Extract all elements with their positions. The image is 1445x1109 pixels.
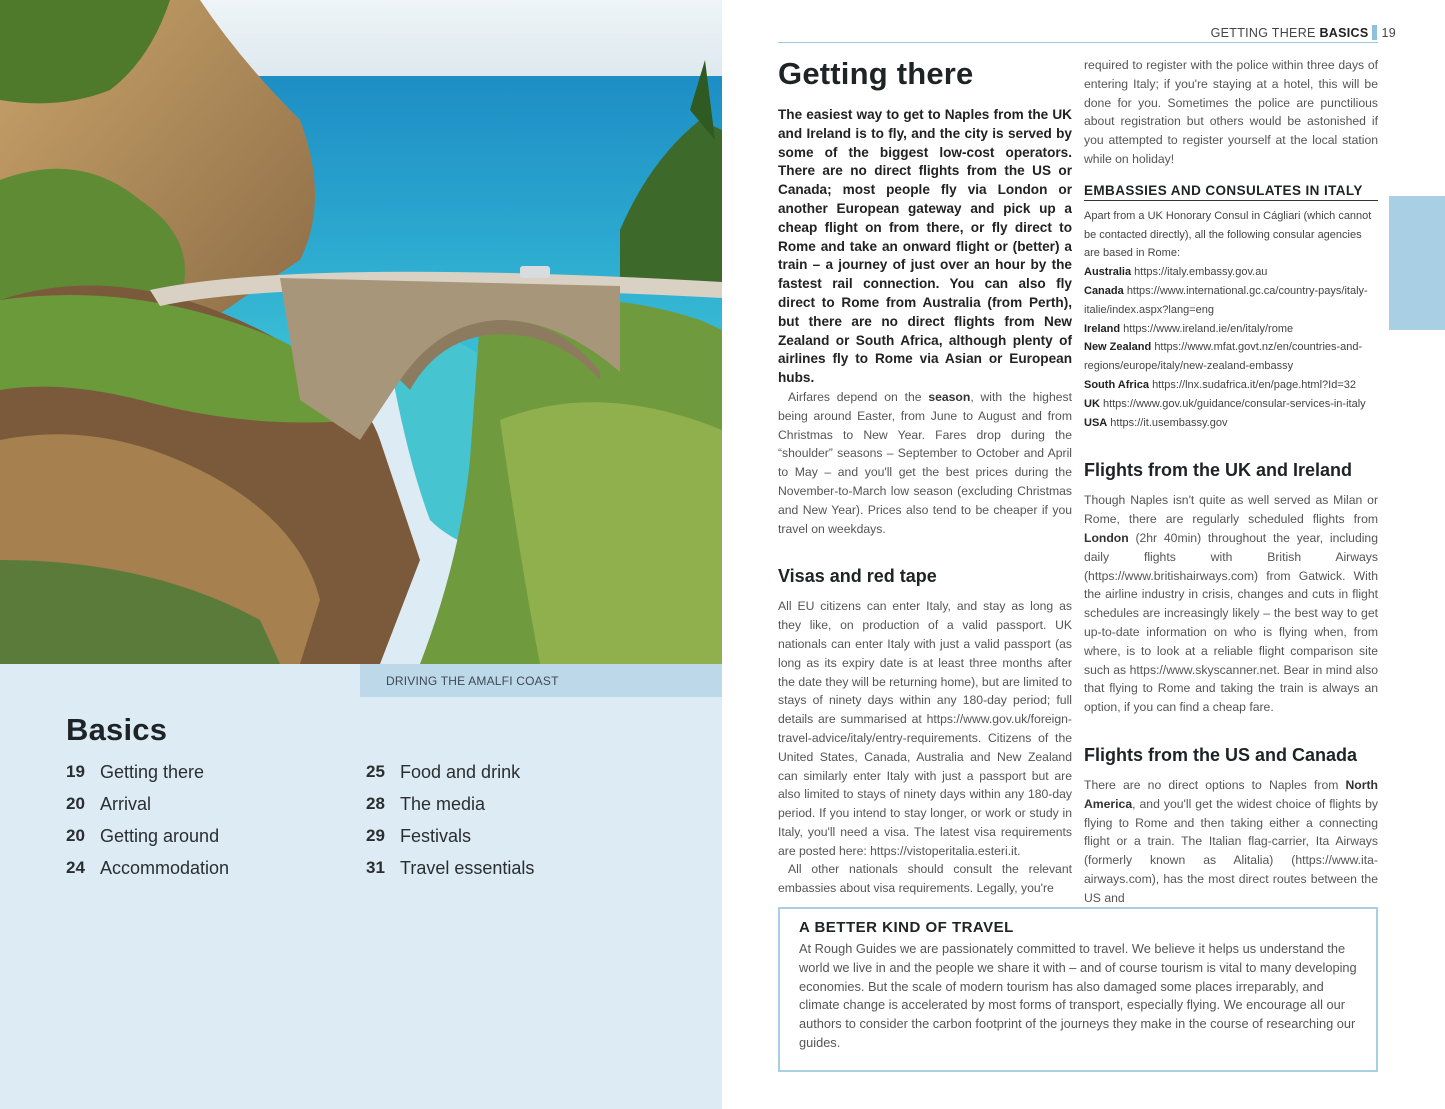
us-flights-keyword: North America bbox=[1084, 777, 1378, 811]
contents-column-2 bbox=[366, 756, 534, 884]
toc-page-number: 29 bbox=[366, 826, 385, 845]
us-flights-text-rest: , and you'll get the widest choice of flights by flying to Rome and then taking either a connecting flight or a train. The Italian flag-carrier, Ita Airways (formerly known as Alitalia) (https://www.ita-airways.com), has the most direct routes between the US and bbox=[1084, 796, 1378, 905]
lede-paragraph: The easiest way to get to Naples from the UK and Ireland is to fly, and the city is served by some of the biggest low-cost operators. There are no direct flights from the US or Canada; most people fly via London or another European gateway and pick up a cheap flight on from there, or fly direct to Rome and take an onward flight or (better) a train – a journey of just over an hour by the fastest rail connection. You can also fly direct to Rome from Australia (from Perth), but there are no direct flights from New Zealand or South Africa, although plenty of airlines fly to Rome via Asian or European hubs. bbox=[778, 107, 1072, 386]
embassy-entry[interactable] bbox=[1084, 376, 1378, 395]
section-thumb-tab bbox=[1389, 196, 1445, 330]
us-flights-paragraph bbox=[1084, 776, 1378, 908]
photo-caption: DRIVING THE AMALFI COAST bbox=[360, 664, 722, 697]
text-column-1 bbox=[778, 56, 1072, 898]
us-flights-heading: Flights from the US and Canada bbox=[1084, 744, 1358, 765]
embassy-url[interactable]: https://www.mfat.govt.nz/en/countries-and-regions/europe/italy/new-zealand-embassy bbox=[1084, 341, 1363, 373]
uk-flights-keyword: London bbox=[1084, 530, 1129, 545]
registration-paragraph: required to register with the police within three days of entering Italy; if you're staying at a hotel, this will be done for you. Sometimes the police are punctilious about registration but others would be astonished if you attempted to register yourself at the local station while on holiday! bbox=[1084, 58, 1378, 166]
embassy-country: South Africa bbox=[1084, 378, 1149, 391]
toc-label: Accommodation bbox=[100, 857, 230, 878]
embassy-country: Ireland bbox=[1084, 322, 1121, 335]
embassy-country: Canada bbox=[1084, 284, 1124, 297]
embassy-entry[interactable] bbox=[1084, 338, 1378, 376]
callout-title: A BETTER KIND OF TRAVEL bbox=[799, 919, 1014, 936]
right-page bbox=[722, 0, 1445, 1109]
embassy-entry[interactable] bbox=[1084, 414, 1378, 433]
toc-page-number: 20 bbox=[66, 826, 85, 845]
toc-label: Arrival bbox=[100, 793, 152, 814]
airfares-paragraph bbox=[778, 388, 1072, 538]
toc-page-number: 25 bbox=[366, 762, 385, 781]
toc-page-number: 31 bbox=[366, 858, 385, 877]
embassies-intro: Apart from a UK Honorary Consul in Cágliari (which cannot be contacted directly), all the following consular agencies are based in Rome: bbox=[1084, 209, 1372, 260]
toc-page-number: 19 bbox=[66, 762, 85, 781]
embassy-url[interactable]: https://lnx.sudafrica.it/en/page.html?Id=32 bbox=[1152, 378, 1356, 391]
embassy-entry[interactable] bbox=[1084, 395, 1378, 414]
toc-label: Getting around bbox=[100, 825, 220, 846]
embassies-heading: EMBASSIES AND CONSULATES IN ITALY bbox=[1084, 183, 1378, 201]
toc-label: Getting there bbox=[100, 761, 205, 782]
running-head-bar bbox=[1372, 25, 1377, 40]
toc-page-number: 20 bbox=[66, 794, 85, 813]
running-head-section: GETTING THERE bbox=[1210, 26, 1316, 40]
contents-title: Basics bbox=[66, 712, 168, 747]
uk-flights-text-rest: (2hr 40min) throughout the year, including daily flights with British Airways (https://www.britishairways.com) from Gatwick. With the airline industry in crisis, changes and cuts in flight schedules are increasingly likely – the best way to get up-to-date information on who is flying when, from where, is to look at a reliable flight comparison site such as https://www.skyscanner.net. Bear in mind also that flying to Rome and taking the train is always an option, if you can find a cheap fare. bbox=[1084, 530, 1378, 715]
embassy-entry[interactable] bbox=[1084, 320, 1378, 339]
visas-paragraph-2: All other nationals should consult the relevant embassies about visa requirements. Legally, you're bbox=[778, 862, 1072, 896]
toc-label: Food and drink bbox=[400, 761, 521, 782]
airfares-text: Airfares depend on the bbox=[788, 389, 929, 404]
airfares-keyword: season bbox=[928, 389, 971, 404]
toc-label: The media bbox=[400, 793, 486, 814]
toc-label: Festivals bbox=[400, 825, 472, 846]
page-number: 19 bbox=[1381, 26, 1396, 40]
us-flights-text: There are no direct options to Naples from bbox=[1084, 777, 1346, 792]
toc-label: Travel essentials bbox=[400, 857, 535, 878]
embassy-url[interactable]: https://www.international.gc.ca/country-pays/italy-italie/index.aspx?lang=eng bbox=[1084, 284, 1368, 316]
toc-item[interactable] bbox=[66, 788, 229, 820]
callout-body: At Rough Guides we are passionately committed to travel. We believe it helps us understand the world we live in and the people we share it with – and of course tourism is vital to many developing economies. But the scale of modern tourism has also damaged some places irreparably, and climate change is accelerated by most forms of transport, especially flying. We encourage all our authors to consider the carbon footprint of the journeys they make in the course of researching our guides. bbox=[799, 941, 1357, 1050]
uk-flights-text: Though Naples isn't quite as well served as Milan or Rome, there are regularly scheduled flights from bbox=[1084, 493, 1378, 527]
running-head-part: BASICS bbox=[1319, 26, 1369, 40]
visas-heading: Visas and red tape bbox=[778, 566, 937, 587]
amalfi-coast-photo bbox=[0, 0, 722, 664]
embassy-country: Australia bbox=[1084, 266, 1132, 279]
embassy-url[interactable]: https://italy.embassy.gov.au bbox=[1134, 266, 1268, 279]
toc-page-number: 24 bbox=[66, 858, 85, 877]
embassy-country: New Zealand bbox=[1084, 341, 1152, 354]
toc-item[interactable] bbox=[366, 756, 534, 788]
embassy-url[interactable]: https://it.usembassy.gov bbox=[1110, 416, 1228, 429]
embassy-list bbox=[1084, 263, 1378, 432]
toc-item[interactable] bbox=[66, 820, 229, 852]
uk-flights-heading: Flights from the UK and Ireland bbox=[1084, 460, 1353, 481]
contents-column-1 bbox=[66, 756, 229, 884]
left-page bbox=[0, 0, 722, 1109]
running-head bbox=[1211, 25, 1396, 40]
header-rule bbox=[778, 42, 1378, 43]
visas-paragraph: All EU citizens can enter Italy, and stay as long as they like, on production of a valid passport. UK nationals can enter Italy with just a valid passport (as long as its expiry date is at least three months after the date they will be returning home), but are limited to stays of ninety days within any 180-day period; full details are summarised at https://www.gov.uk/foreign-travel-advice/italy/entry-requirements. Citizens of the United States, Canada, Australia and New Zealand can similarly enter Italy with just a passport but are also limited to stays of ninety days within any 180-day period. If you intend to stay longer, or work or study in Italy, you'll need a visa. The latest visa requirements are posted here: https://vistoperitalia.esteri.it. bbox=[778, 599, 1073, 858]
embassy-country: UK bbox=[1084, 397, 1100, 410]
toc-item[interactable] bbox=[366, 820, 534, 852]
better-travel-box bbox=[778, 907, 1378, 1072]
embassy-url[interactable]: https://www.ireland.ie/en/italy/rome bbox=[1123, 322, 1294, 335]
toc-page-number: 28 bbox=[366, 794, 385, 813]
embassy-entry[interactable] bbox=[1084, 282, 1378, 320]
embassy-country: USA bbox=[1084, 416, 1108, 429]
text-column-2 bbox=[1084, 56, 1378, 907]
toc-item[interactable] bbox=[366, 852, 534, 884]
toc-item[interactable] bbox=[66, 852, 229, 884]
toc-item[interactable] bbox=[366, 788, 534, 820]
embassy-entry[interactable] bbox=[1084, 263, 1378, 282]
airfares-text-rest: , with the highest being around Easter, from June to August and from Christmas to New Year. Fares drop during the “shoulder” seasons – September to October and April to May – and you'll get the best prices during the November-to-March low season (excluding Christmas and New Year). Prices also tend to be cheaper if you travel on weekdays. bbox=[778, 389, 1072, 536]
toc-item[interactable] bbox=[66, 756, 229, 788]
embassy-url[interactable]: https://www.gov.uk/guidance/consular-services-in-italy bbox=[1102, 397, 1366, 410]
page-title: Getting there bbox=[778, 56, 974, 91]
uk-flights-paragraph bbox=[1084, 491, 1378, 717]
